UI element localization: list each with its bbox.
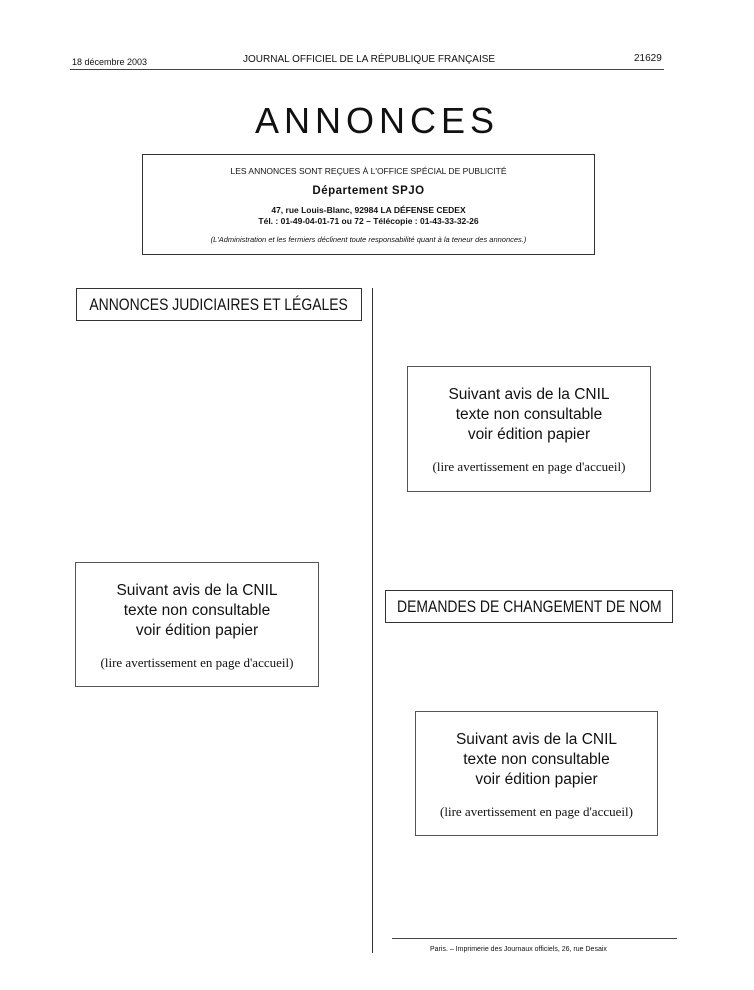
cnil-line-2: texte non consultable [463, 751, 610, 768]
page-title: ANNONCES [254, 100, 500, 141]
info-department: Département SPJO [312, 185, 425, 197]
cnil-note: (lire avertissement en page d'accueil) [432, 459, 626, 474]
cnil-line-3: voir édition papier [467, 426, 591, 443]
cnil-note: (lire avertissement en page d'accueil) [440, 804, 633, 819]
cnil-line-3: voir édition papier [475, 771, 598, 788]
footer-imprint: Paris. – Imprimerie des Journaux officiels, 26, rue Desaix [430, 946, 607, 953]
cnil-line-3: voir édition papier [135, 622, 259, 639]
section-heading-label: DEMANDES DE CHANGEMENT DE NOM [396, 596, 662, 616]
section-heading-judiciaires [76, 288, 362, 321]
header-rule [70, 69, 664, 70]
info-disclaimer: (L'Administration et les fermiers déclinent toute responsabilité quant à la teneur des annonces.) [210, 235, 527, 244]
header-date: 18 décembre 2003 [72, 57, 148, 67]
cnil-line-2: texte non consultable [123, 602, 271, 619]
column-divider [372, 288, 373, 953]
cnil-line-1: Suivant avis de la CNIL [448, 386, 610, 403]
info-address: 47, rue Louis-Blanc, 92984 LA DÉFENSE CEDEX [271, 205, 466, 215]
section-heading-label: ANNONCES JUDICIAIRES ET LÉGALES [89, 294, 349, 314]
section-heading-changement-nom [385, 590, 673, 623]
footer-rule [392, 938, 677, 939]
header-journal-title: JOURNAL OFFICIEL DE LA RÉPUBLIQUE FRANÇAISE [243, 54, 496, 65]
info-line: LES ANNONCES SONT REÇUES À L'OFFICE SPÉCIAL DE PUBLICITÉ [230, 166, 507, 176]
header-page-number: 21629 [634, 53, 662, 64]
cnil-note: (lire avertissement en page d'accueil) [100, 655, 294, 670]
info-phones: Tél. : 01-49-04-01-71 ou 72 – Télécopie : 01-43-33-32-26 [258, 216, 479, 226]
cnil-line-1: Suivant avis de la CNIL [116, 582, 278, 599]
cnil-line-2: texte non consultable [455, 406, 603, 423]
cnil-notice [75, 562, 319, 687]
cnil-notice [407, 366, 651, 492]
cnil-notice [415, 711, 658, 836]
info-box [142, 154, 595, 255]
cnil-line-1: Suivant avis de la CNIL [455, 731, 618, 748]
